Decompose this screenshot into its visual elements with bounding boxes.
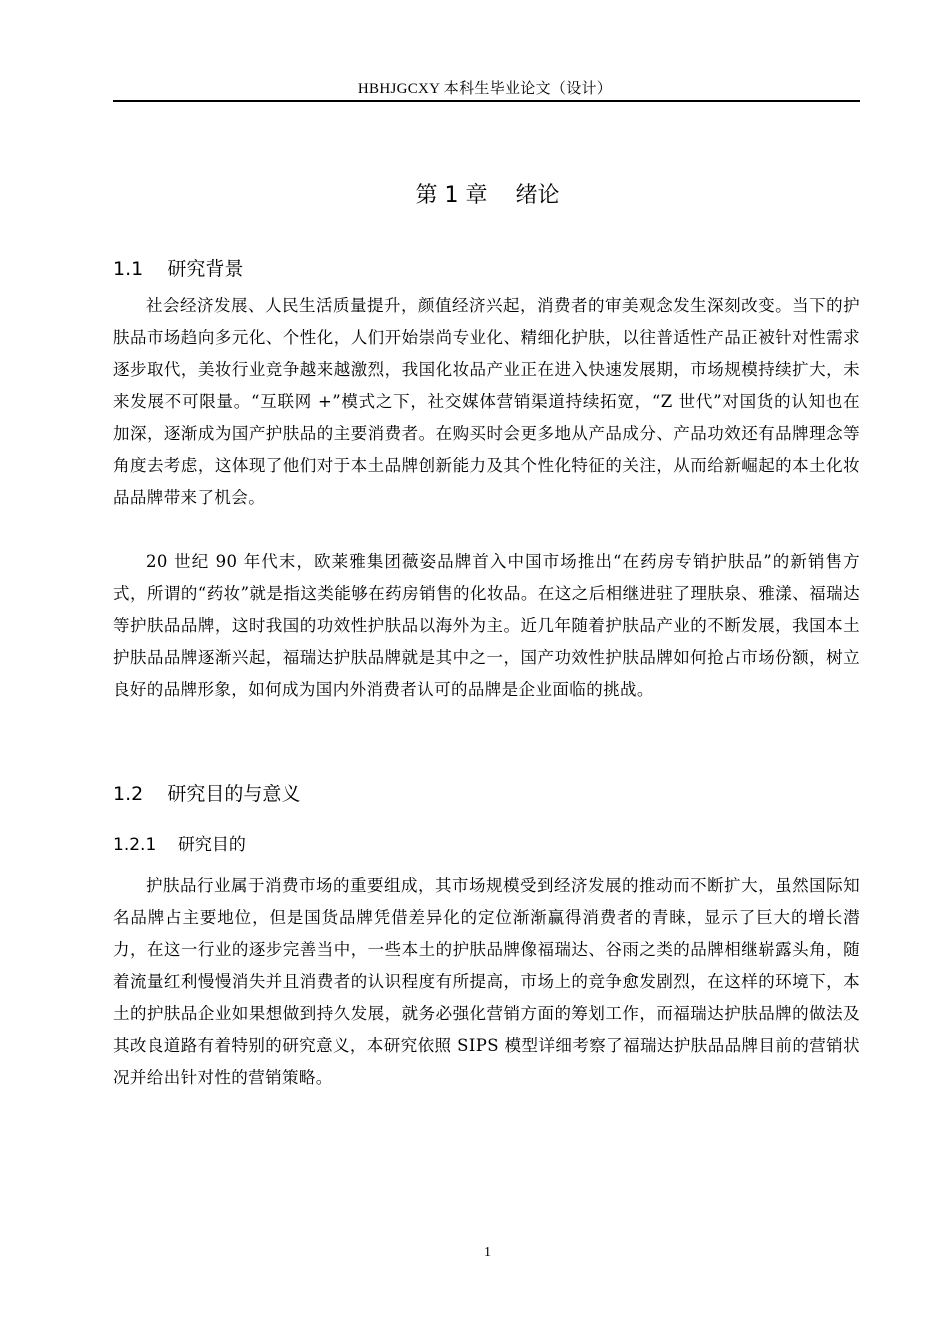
header-divider — [113, 100, 860, 102]
running-header: HBHJGCXY 本科生毕业论文（设计） — [357, 81, 613, 97]
section-title-1-1: 1.1 研究背景 — [113, 258, 244, 280]
paragraph-background-2: 20 世纪 90 年代末，欧莱雅集团薇姿品牌首入中国市场推出“在药房专销护肤品”的新销售方式，所谓的“药妆”就是指这类能够在药房销售的化妆品。在这之后相继进驻了理肤泉、雅漾、福瑞达等护肤品品牌，这时我国的功效性护肤品以海外为主。近几年随着护肤品产业的不断发展，我国本土护肤品品牌逐渐兴起，福瑞达护肤品牌就是其中之一，国产功效性护肤品牌如何抢占市场份额，树立良好的品牌形象，如何成为国内外消费者认可的品牌是企业面临的挑战。 — [113, 552, 860, 699]
subsection-title-1-2-1: 1.2.1 研究目的 — [113, 835, 246, 855]
chapter-title: 第 1 章 绪论 — [415, 183, 560, 208]
page-number: 1 — [484, 1245, 491, 1260]
paragraph-research-purpose: 护肤品行业属于消费市场的重要组成，其市场规模受到经济发展的推动而不断扩大，虽然国际知名品牌占主要地位，但是国货品牌凭借差异化的定位渐渐赢得消费者的青睐，显示了巨大的增长潜力，在这一行业的逐步完善当中，一些本土的护肤品牌像福瑞达、谷雨之类的品牌相继崭露头角，随着流量红利慢慢消失并且消费者的认识程度有所提高，市场上的竞争愈发剧烈，在这样的环境下，本土的护肤品企业如果想做到持久发展，就务必强化营销方面的筹划工作，而福瑞达护肤品牌的做法及其改良道路有着特别的研究意义，本研究依照 SIPS 模型详细考察了福瑞达护肤品品牌目前的营销状况并给出针对性的营销策略。 — [113, 876, 860, 1087]
paragraph-background-1: 社会经济发展、人民生活质量提升，颜值经济兴起，消费者的审美观念发生深刻改变。当下的护肤品市场趋向多元化、个性化，人们开始崇尚专业化、精细化护肤，以往普适性产品正被针对性需求逐步取代，美妆行业竞争越来越激烈，我国化妆品产业正在进入快速发展期，市场规模持续扩大，未来发展不可限量。“互联网 +”模式之下，社交媒体营销渠道持续拓宽，“Z 世代”对国货的认知也在加深，逐渐成为国产护肤品的主要消费者。在购买时会更多地从产品成分、产品功效还有品牌理念等角度去考虑，这体现了他们对于本土品牌创新能力及其个性化特征的关注，从而给新崛起的本土化妆品品牌带来了机会。 — [113, 296, 860, 507]
section-title-1-2: 1.2 研究目的与意义 — [113, 783, 301, 805]
